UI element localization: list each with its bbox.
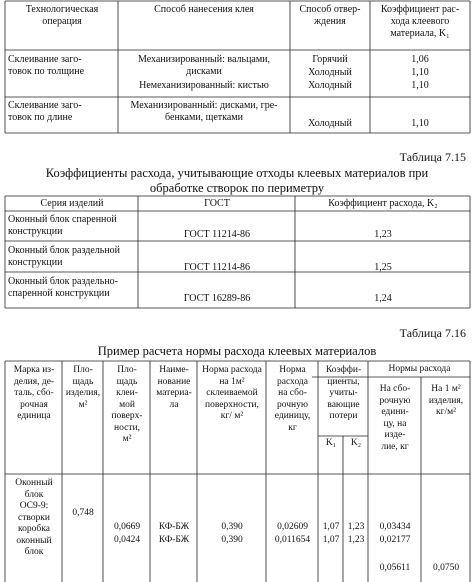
- table3-number: Таблица 7.16: [399, 326, 466, 340]
- table2-row3-series: Оконный блок раздельно- спаренной конструкции: [8, 276, 118, 299]
- table1-row2-coef1: 1,10: [411, 118, 429, 129]
- table3-row2-k1: 1,07: [322, 535, 340, 545]
- table2-header-gost: ГОСТ: [204, 198, 230, 209]
- table3-row2-area-glue: 0,0424: [113, 535, 141, 545]
- table1-row1-coef3: 1,10: [411, 80, 429, 91]
- table3-header-coefficients: Коэффи- циенты, учиты- вающие потери: [325, 365, 362, 421]
- table3-mark: Оконный блок ОС9-9: створки коробка оконный блок: [15, 478, 53, 557]
- table1-row1-operation: Склеивание заго- товок по толщине: [8, 54, 85, 77]
- table2-row1-series: Оконный блок спаренной конструкции: [8, 214, 117, 237]
- table3-total-unit: 0,05611: [379, 563, 411, 573]
- table3-header-norm-m2: На 1 м² изделия, кг/м²: [428, 384, 464, 417]
- table2-row2-series: Оконный блок раздельной конструкции: [8, 245, 121, 268]
- table3-total-per-m2: 0,0750: [432, 563, 460, 573]
- table1-header-curing: Способ отвер- ждения: [299, 4, 361, 27]
- table3-area-item: 0,748: [72, 508, 94, 518]
- table2-row2-gost: ГОСТ 11214-86: [183, 262, 251, 273]
- table1-row2-cure1: Холодный: [308, 118, 352, 129]
- table3-row1-total: 0,03434: [379, 522, 411, 532]
- table1-row2-operation: Склеивание заго- товок по длине: [8, 100, 82, 123]
- table3-header-material: Наиме- нование материа- ла: [156, 365, 192, 410]
- table2-title: Коэффициенты расхода, учитывающие отходы клеевых материалов при обработке створок по периметру: [45, 166, 429, 195]
- table1-header-method: Способ нанесения клея: [154, 4, 254, 15]
- table3-header-norm-unit: На сбо- рочную едини- цу, на изде- лие, кг: [379, 384, 411, 452]
- table1-header-operation: Технологическая операция: [25, 4, 99, 27]
- table3-row2-total: 0,02177: [379, 535, 411, 545]
- table1-header-coefficient: Коэффициент рас- хода клеевого материала, K₁: [380, 4, 460, 39]
- table3-header-norm-per-unit: Норма расхода на сбо- рочную единицу, кг: [274, 365, 311, 433]
- table3-header-mark: Марка из- делия, де- таль, сбо- рочная единица: [13, 365, 55, 421]
- table1-row1-coef2: 1,10: [411, 67, 429, 78]
- table1-row1-cure3: Холодный: [308, 80, 352, 91]
- table3-row2-material: КФ-БЖ: [158, 535, 190, 545]
- table3-row1-area-glue: 0,0669: [113, 522, 141, 532]
- table2-header-series: Серия изделий: [40, 198, 104, 209]
- table2-header-coefficient: Коэффициент расхода, K₂: [328, 198, 438, 209]
- table2-row1-gost: ГОСТ 11214-86: [183, 229, 251, 240]
- table3-header-norms: Нормы расхода: [388, 364, 451, 374]
- table3-row1-norm-unit: 0,02609: [277, 522, 308, 532]
- table1-row1-coef1: 1,06: [411, 54, 429, 65]
- table2-row2-coef: 1,25: [374, 262, 392, 273]
- table2-number: Таблица 7.15: [399, 150, 466, 164]
- table3-row1-material: КФ-БЖ: [158, 522, 190, 532]
- table1-row2-method1: Механизированный: дисками, гре- бенками, щетками: [130, 100, 278, 123]
- table3-header-area-item: Пло- щадь изделия, м²: [65, 365, 101, 410]
- table2-row1-coef: 1,23: [374, 229, 392, 240]
- table3-header-area-glue: Пло- щадь клеи- мой поверх- ности, м²: [111, 365, 143, 444]
- table3-row1-norm-m2: 0,390: [221, 522, 243, 532]
- table1-row1-method2: Немеханизированный: кистью: [139, 80, 269, 91]
- table3-header-k1: K₁: [325, 438, 337, 448]
- table3-row2-norm-m2: 0,390: [221, 535, 243, 545]
- table3-row1-k2: 1,23: [347, 522, 365, 532]
- table2-row3-gost: ГОСТ 16289-86: [183, 293, 251, 304]
- table3-row1-k1: 1,07: [322, 522, 340, 532]
- table2-row3-coef: 1,24: [374, 293, 392, 304]
- table3-header-k2: K₂: [350, 438, 362, 448]
- table3-title: Пример расчета нормы расхода клеевых материалов: [97, 344, 377, 358]
- table3-row2-k2: 1,23: [347, 535, 365, 545]
- table1-row1-method1: Механизированный: вальцами, дисками: [137, 54, 271, 77]
- table1-row1-cure2: Холодный: [308, 67, 352, 78]
- table3-header-norm-per-m2: Норма расхода на 1м² склеиваемой поверхности, кг/ м²: [202, 365, 262, 421]
- table3-row2-norm-unit: 0,011654: [274, 535, 311, 545]
- table1-row1-cure1: Горячий: [312, 54, 348, 65]
